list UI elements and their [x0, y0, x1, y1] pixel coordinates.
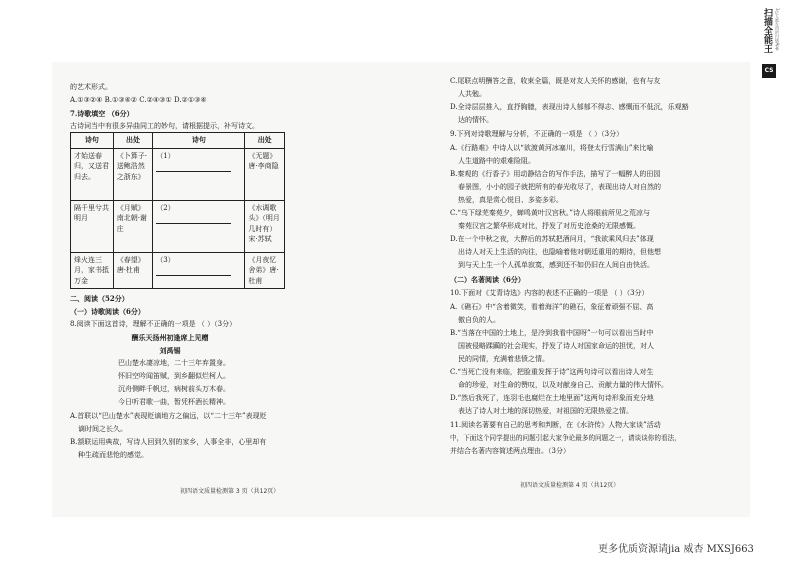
table-row	[71, 148, 285, 200]
table-cell-blank[interactable]	[153, 200, 245, 252]
section-heading: 二、阅读（52分）	[70, 294, 129, 303]
table-header-row	[71, 133, 285, 149]
right-line: 达的情怀。	[458, 116, 493, 124]
table-cell: 《卜算子·送鲍浩然之浙东》	[113, 148, 153, 200]
question-11: 11.阅读名著要有自己的思考和判断，在《水浒传》人物大家谈”活动	[450, 421, 661, 429]
table-row	[71, 252, 285, 289]
right-line: A.《行路难》中诗人以“欲渡黄河冰塞川，将登太行雪满山”来比喻	[450, 144, 654, 152]
table-header: 诗句	[71, 133, 114, 149]
right-line: D.“然后我死了，连羽毛也腐烂在土地里面”这两句诗形象而充分地	[450, 394, 654, 402]
blank-label: （2）	[156, 203, 175, 212]
right-line: 表达了诗人对土地的深切热爱，对祖国的无限热爱之情。	[458, 407, 633, 415]
poem-line: 怀旧空吟闻笛赋，到乡翻似烂柯人。	[118, 372, 230, 380]
poem-line: 巴山楚水凄凉地，二十三年弃置身。	[118, 359, 230, 367]
watermark-tagline: 3亿人都在用的扫描App	[775, 8, 780, 51]
right-line: 出诗人对天上生活的向往，也隐喻着他对朝廷重用的期待，但他想	[458, 248, 661, 256]
question-7-instruction: 古诗词当中有很多异曲同工的妙句，请根据提示，补写诗文。	[70, 122, 259, 130]
table-row	[71, 200, 285, 252]
answer-blank[interactable]	[156, 217, 231, 224]
option-line: B.颔联运用典故，写诗人回到久别的家乡，人事全非，心里却有	[70, 438, 267, 446]
right-line: D.在一个中秋之夜，大醉后的苏轼把酒问月，“我欲乘风归去”体现	[450, 235, 654, 243]
right-line: C.“当死亡没有来临，把脸重发挥于诗”这两句诗可以看出诗人对生	[450, 368, 654, 376]
poem-line: 沉舟侧畔千帆过，病树前头万木春。	[118, 385, 230, 393]
table-cell: 《春望》唐·杜甫	[113, 252, 153, 289]
poem-fill-table	[70, 132, 285, 289]
table-cell: 《无题》唐·李商隐	[245, 148, 285, 200]
right-line: 秦苑汉宫之繁华形成对比，抒发了对历史沧桑的无限感慨。	[458, 222, 640, 230]
question-10: 10.下面对《艾青诗选》内容的表述不正确的一项是 （ ）（3分）	[450, 289, 649, 297]
right-line: 春景图，小小的园子就把所有的春光收尽了，表现出诗人对自然的	[458, 183, 661, 191]
right-line: 热爱，真是赏心悦目、多姿多彩。	[458, 196, 563, 204]
right-page	[450, 78, 740, 455]
question-8: 8.阅读下面这首诗，理解不正确的一项是 （ ）（3分）	[70, 320, 237, 328]
right-line: C.尾联点明酬答之意，收束全篇，既是对友人关怀的感谢，也有与友	[450, 77, 661, 85]
right-line: 民的同情，充满着悲愤之情。	[458, 355, 549, 363]
right-line: B.“当落在中国的土地上，是冷到我看中国呀”一句可以看出当时中	[450, 329, 654, 337]
left-line: 的艺术形式。	[70, 83, 112, 91]
table-cell: 《月夜忆舍弟》唐·杜甫	[245, 252, 285, 289]
right-line: 傲自负的人。	[458, 316, 500, 324]
blank-label: （3）	[156, 255, 175, 264]
right-line: D.全诗层层推入，直抒胸臆，表现出诗人郁郁不得志、感慨而不低沉，乐观豁	[450, 103, 689, 111]
left-page-footer: 初四语文质量检测第 3 页（共12页）	[180, 488, 280, 495]
right-line: B.秦观的《行香子》用动静结合的写作手法，描写了一幅醉人的田园	[450, 170, 661, 178]
right-page-footer: 初四语文质量检测第 4 页（共12页）	[520, 482, 620, 489]
right-line: 到与天上生一个人孤单寂寞，感到还不如仍旧在人间自由快活。	[458, 261, 654, 269]
table-cell: 烽火连三月，家书抵万金	[71, 252, 114, 289]
table-header: 出处	[245, 133, 285, 149]
poem-title: 酬乐天扬州初逢席上见赠	[131, 333, 209, 342]
table-cell-blank[interactable]	[153, 252, 245, 289]
left-line: A.①③②④ B.①③④② C.②④③① D.②①③④	[70, 96, 207, 104]
blank-label: （1）	[156, 151, 175, 160]
poem-line: 今日听君歌一曲，暂凭杯酒长精神。	[118, 398, 230, 406]
right-line: C.“乌下绿芜秦苑夕，蝉鸣黄叶汉宫秋。”诗人将眼前所见之荒凉与	[450, 209, 650, 217]
option-line: 种生疏而悲怆的感觉。	[78, 451, 148, 459]
watermark-app-name: 扫描全能王	[762, 8, 772, 53]
question-7-title: 7.诗歌填空 （6分）	[70, 109, 134, 118]
subsection-heading: （二）名著阅读（6分）	[450, 275, 525, 284]
table-cell: 才始送春归，又送君归去。	[71, 148, 114, 200]
right-line: 人生道路中的艰难险阻。	[458, 157, 535, 165]
option-line: A.首联以“巴山楚水”表现贬谪地方之偏远，以“二十三年”表现贬	[70, 412, 267, 420]
question-9: 9.下列对诗歌理解与分析，不正确的一项是 （ ）（3分）	[450, 130, 624, 138]
table-cell: 《水调歌头》（明月几时有）宋·苏轼	[245, 200, 285, 252]
left-page	[70, 84, 395, 459]
right-line: 中，下面这个同学提出的问题引起大家争论最多的问题之一，请谈谈你的看法，	[450, 434, 681, 442]
table-header: 出处	[113, 133, 153, 149]
right-line: 国被侵略蹂躏的社会现实，抒发了诗人对国家命运的担忧，对人	[458, 342, 654, 350]
right-line: 并结合名著内容简述两点理由。（3分）	[450, 446, 570, 455]
right-line: 人共勉。	[458, 90, 486, 98]
answer-blank[interactable]	[156, 165, 231, 172]
bottom-note: 更多优质资源请jia 威杏 MXSJ663	[598, 544, 754, 555]
subsection-heading: （一）诗歌阅读（6分）	[70, 307, 145, 316]
table-cell-blank[interactable]	[153, 148, 245, 200]
right-line: A.《礁石》中“含着微笑，看着海洋”的礁石，象征着顽强不屈、高	[450, 303, 654, 311]
poem-author: 刘禹锡	[159, 346, 181, 355]
right-line: 命的珍爱，对生命的赞叹，以及对献身自己、贡献力量的伟大情怀。	[458, 381, 668, 389]
table-cell: 《月赋》南北朝·谢庄	[113, 200, 153, 252]
option-line: 谪时间之长久。	[78, 425, 127, 433]
camscanner-logo-icon: CS	[762, 64, 776, 78]
table-cell: 隔千里兮共明月	[71, 200, 114, 252]
table-header: 诗句	[153, 133, 245, 149]
answer-blank[interactable]	[156, 269, 231, 276]
